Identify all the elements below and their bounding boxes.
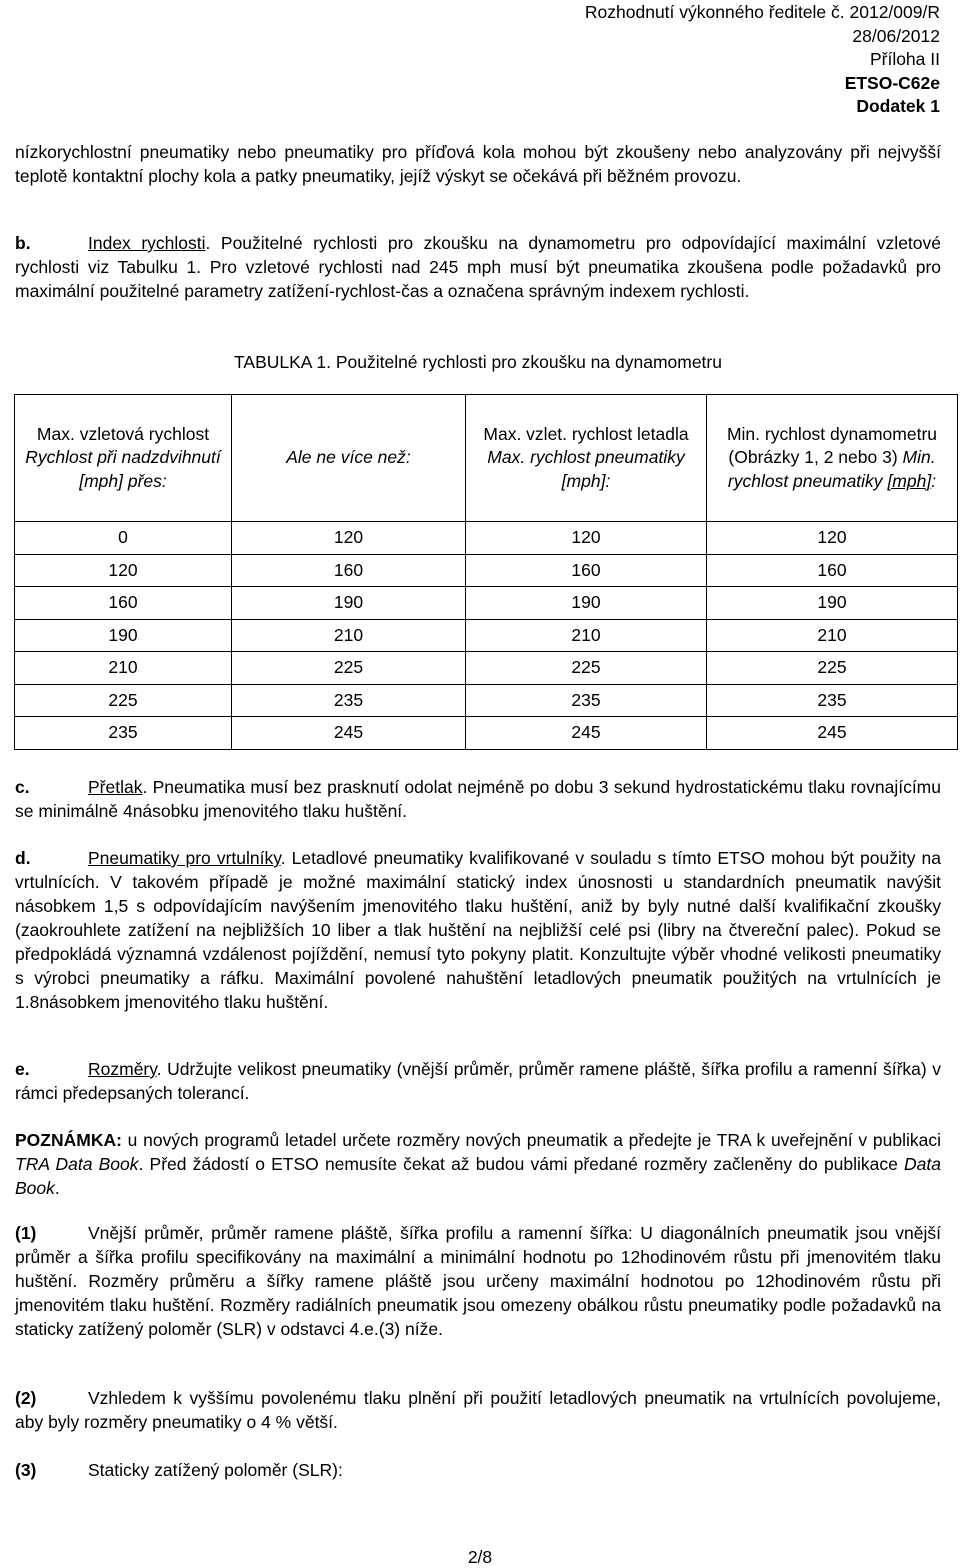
col3-subtitle: Max. rychlost pneumatiky [mph]:: [487, 447, 685, 491]
table-cell: 210: [232, 619, 466, 652]
table-caption: TABULKA 1. Použitelné rychlosti pro zkoušku na dynamometru: [234, 352, 722, 372]
intro-paragraph: nízkorychlostní pneumatiky nebo pneumatiky pro příďová kola mohou být zkoušeny nebo analyzovány při nejvyšší teplotě kontaktní plochy kola a patky pneumatiky, jejíž výskyt se očekává při běžném provozu.: [15, 142, 941, 186]
table-cell: 235: [15, 717, 232, 750]
col3-title: Max. vzlet. rychlost letadla: [483, 423, 689, 444]
document-header: [585, 1, 940, 119]
table-cell: 225: [707, 652, 958, 685]
note-publication-1: TRA Data Book: [15, 1154, 139, 1174]
section-d-title: Pneumatiky pro vrtulníky: [88, 848, 281, 868]
note-publication-2: Data Book: [15, 1154, 942, 1198]
section-c-text: . Pneumatika musí bez prasknutí odolat nejméně po dobu 3 sekund hydrostatickému tlaku rovnajícímu se minimálně 4násobku jmenovitého tlaku huštění.: [15, 777, 941, 821]
table-cell: 210: [466, 619, 707, 652]
col1-title: Max. vzletová rychlost: [36, 423, 210, 444]
table-cell: 120: [15, 554, 232, 587]
item-2-label: (2): [15, 1388, 37, 1408]
table-row: [15, 717, 958, 750]
table-cell: 120: [707, 522, 958, 555]
table-cell: 235: [466, 684, 707, 717]
table-cell: 190: [232, 587, 466, 620]
col-header-max-takeoff-speed: [15, 395, 232, 522]
item-2-paragraph: [15, 1386, 941, 1434]
table-cell: 160: [707, 554, 958, 587]
section-e-paragraph: [15, 1057, 941, 1105]
table-row: [15, 684, 958, 717]
section-b-title: Index rychlosti: [88, 233, 206, 253]
section-d-text: . Letadlové pneumatiky kvalifikované v souladu s tímto ETSO mohou být použity na vrtulnících. V takovém případě je možné maximální statický index únosnosti u standardních pneumatik navýšit násobkem 1,5 s odpovídajícím navýšením jmenovitého tlaku huštění, aniž by byly nutné další kvalifikační zkoušky (zaokrouhlete zatížení na nejbližších 10 liber a tlak huštění na nejbližší celé psi (libry na čtvereční palec). Pokud se předpokládá významná vzdálenost pojíždění, nemusí tyto pokyny platit. Konzultujte výběr vhodné velikosti pneumatiky s výrobci pneumatiky a ráfku. Maximální povolené nahuštění letadlových pneumatik použitých na vrtulnících je 1.8násobkem jmenovitého tlaku huštění.: [15, 848, 941, 1012]
table-cell: 0: [15, 522, 232, 555]
table-cell: 160: [232, 554, 466, 587]
section-e-label: e.: [15, 1059, 30, 1079]
speed-table: [14, 394, 958, 750]
note-text-2: . Před žádostí o ETSO nemusíte čekat až budou vámi předané rozměry začleněny do publikace: [138, 1154, 905, 1174]
table-cell: 225: [232, 652, 466, 685]
appendix-label: Dodatek 1: [856, 96, 940, 116]
table-row: [15, 587, 958, 620]
section-c-paragraph: [15, 775, 941, 823]
section-b-text: . Použitelné rychlosti pro zkoušku na dynamometru pro odpovídající maximální vzletové rychlosti viz Tabulku 1. Pro vzletové rychlosti nad 245 mph musí být pneumatika zkoušena podle požadavků pro maximální použitelné parametry zatížení-rychlost-čas a označena správným indexem rychlosti.: [15, 233, 942, 301]
col4-colon: :: [931, 470, 937, 491]
table-cell: 190: [707, 587, 958, 620]
section-b-paragraph: [15, 231, 941, 303]
table-cell: 225: [15, 684, 232, 717]
table-cell: 120: [232, 522, 466, 555]
table-row: [15, 554, 958, 587]
col4-title: Min. rychlost dynamometru (Obrázky 1, 2 nebo 3): [726, 423, 938, 468]
table-row: [15, 652, 958, 685]
table-cell: 235: [232, 684, 466, 717]
note-text-3: .: [54, 1178, 60, 1198]
etso-code: ETSO-C62e: [844, 72, 940, 93]
table-cell: 190: [15, 619, 232, 652]
item-1-paragraph: [15, 1221, 941, 1341]
table-row: [15, 522, 958, 555]
annex-label: Příloha II: [869, 49, 940, 69]
col-header-dynamometer-speed: [707, 395, 958, 522]
col4-subtitle: Min. rychlost pneumatiky: [727, 447, 936, 491]
item-3-label: (3): [15, 1460, 37, 1480]
note-label: POZNÁMKA:: [15, 1130, 122, 1150]
table-cell: 245: [707, 717, 958, 750]
section-b-label: b.: [15, 233, 31, 253]
page-number: 2/8: [467, 1547, 493, 1567]
item-2-text: Vzhledem k vyššímu povolenému tlaku plnění při použití letadlových pneumatik na vrtulnících povolujeme, aby byly rozměry pneumatiky o 4 % větší.: [15, 1388, 941, 1432]
table-cell: 225: [466, 652, 707, 685]
item-3-paragraph: [15, 1458, 941, 1482]
note-paragraph: [15, 1128, 941, 1200]
table-cell: 120: [466, 522, 707, 555]
col4-unit: [mph]: [887, 470, 932, 491]
section-e-text: . Udržujte velikost pneumatiky (vnější průměr, průměr ramene pláště, šířka profilu a ramenní šířka) v rámci předepsaných tolerancí.: [15, 1059, 941, 1103]
decision-reference: Rozhodnutí výkonného ředitele č. 2012/009/R: [584, 2, 940, 22]
col-header-aircraft-speed: [466, 395, 707, 522]
table-cell: 190: [466, 587, 707, 620]
item-1-label: (1): [15, 1223, 37, 1243]
table-cell: 210: [707, 619, 958, 652]
col2-title: Ale ne více než:: [286, 447, 411, 468]
section-e-title: Rozměry: [88, 1059, 157, 1079]
table-header-row: [15, 395, 958, 522]
decision-date: 28/06/2012: [852, 25, 940, 46]
section-c-title: Přetlak: [88, 777, 143, 797]
table-cell: 245: [232, 717, 466, 750]
table-cell: 235: [707, 684, 958, 717]
table-row: [15, 619, 958, 652]
col-header-not-more-than: [232, 395, 466, 522]
item-3-text: Staticky zatížený poloměr (SLR):: [88, 1460, 343, 1480]
col1-subtitle: Rychlost při nadzdvihnutí [mph] přes:: [25, 447, 221, 491]
table-cell: 245: [466, 717, 707, 750]
section-d-paragraph: [15, 846, 941, 1014]
table-cell: 210: [15, 652, 232, 685]
table-cell: 160: [466, 554, 707, 587]
item-1-text: Vnější průměr, průměr ramene pláště, šířka profilu a ramenní šířka: U diagonálních pneumatik jsou vnější průměr a šířka profilu specifikovány na maximální a minimální hodnotu po 12hodinovém růstu při jmenovitém tlaku huštění. Rozměry průměru a šířky ramene pláště jsou určeny maximální hodnotou po 12hodinovém růstu při jmenovitém tlaku huštění. Rozměry radiálních pneumatik jsou omezeny obálkou růstu pneumatiky podle požadavků na staticky zatížený poloměr (SLR) v odstavci 4.e.(3) níže.: [15, 1223, 941, 1339]
table-cell: 160: [15, 587, 232, 620]
note-text-1: u nových programů letadel určete rozměry nových pneumatik a předejte je TRA k uveřejnění v publikaci: [121, 1130, 941, 1150]
section-c-label: c.: [15, 777, 30, 797]
section-d-label: d.: [15, 848, 31, 868]
